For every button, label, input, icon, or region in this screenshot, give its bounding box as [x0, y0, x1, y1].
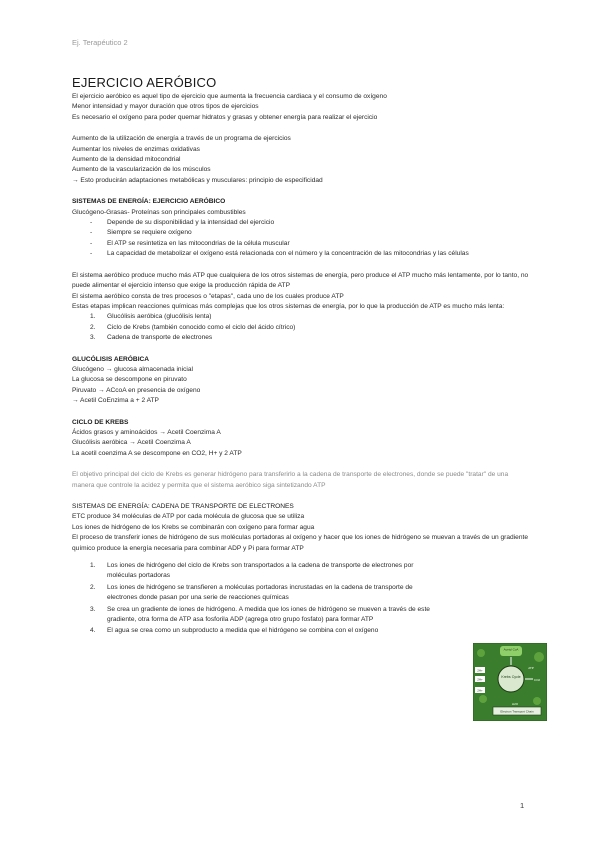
list-item	[90, 605, 430, 626]
list-item: - Depende de su disponibilidad y la intensidad del ejercicio	[90, 218, 532, 228]
decor-blob	[533, 697, 541, 705]
list-item	[90, 626, 430, 636]
list-item	[90, 583, 430, 604]
decor-blob	[477, 649, 485, 657]
list-text: El agua se crea como un subproducto a medida que el hidrógeno se combina con el oxígeno	[107, 627, 379, 635]
krebs-cycle-diagram	[473, 643, 547, 721]
glycolysis-line: Piruvato → ACcoA en presencia de oxígeno	[72, 386, 201, 394]
list-number: 1.	[90, 562, 96, 570]
krebs-cycle-label: Krebs Cycle	[501, 675, 521, 679]
krebs-line: La acetil coenzima A se descompone en CO2, H+ y 2 ATP	[72, 449, 242, 457]
adaptation-line: Aumento de la vascularización de los músculos	[72, 166, 211, 174]
acetyl-coa-label: Acetyl CoA	[503, 647, 519, 652]
list-text: Ciclo de Krebs (también conocido como el ciclo del ácido cítrico)	[107, 323, 296, 331]
section-heading-etc: SISTEMAS DE ENERGÍA: CADENA DE TRANSPORTE DE ELECTRONES	[72, 503, 294, 510]
decor-blob	[479, 695, 487, 703]
intro-line: Menor intensidad y mayor duración que otros tipos de ejercicios	[72, 103, 259, 111]
list-number: 1.	[90, 313, 96, 321]
glycolysis-line: La glucosa se descompone en piruvato	[72, 376, 187, 384]
list-text: Glucólisis aeróbica (glucólisis lenta)	[107, 313, 212, 321]
list-number: 3.	[90, 605, 96, 613]
decor-blob	[534, 652, 544, 662]
list-item	[90, 312, 532, 322]
list-item	[90, 323, 532, 333]
list-number: 2.	[90, 583, 96, 591]
intro-line: El ejercicio aeróbico es aquel tipo de ejercicio que aumenta la frecuencia cardiaca y el consumo de oxígeno	[72, 93, 387, 100]
list-text: Cadena de transporte de electrones	[107, 334, 213, 342]
h-ion-label: 2H+	[477, 677, 483, 682]
section-heading-krebs: CICLO DE KREBS	[72, 418, 129, 426]
page-header: Ej. Terapéutico 2	[72, 38, 128, 47]
krebs-cycle-circle	[498, 666, 524, 692]
krebs-note: El objetivo principal del ciclo de Krebs es generar hidrógeno para transferirlo a la cadena de transporte de electrones, donde se puede "tratar" de una manera que controle la acidez y permita que el sistema aeróbico siga sintetizando ATP	[72, 471, 509, 489]
page-number: 1	[520, 801, 525, 810]
krebs-line: Glucólisis aeróbica → Acetil Coenzima A	[72, 439, 191, 447]
adaptation-line: Aumentar los niveles de enzimas oxidativas	[72, 145, 200, 153]
list-number: 4.	[90, 627, 96, 635]
glycolysis-line: → Acetil CoEnzima a + 2 ATP	[72, 397, 159, 405]
etc-line: El proceso de transferir iones de hidrógeno de sus moléculas portadoras al oxígeno y hacer que los iones de hidrógeno se muevan a través de un gradiente químico produce la energía necesaria para combinar ADP y Pi para formar ATP	[72, 534, 528, 552]
list-item: - La capacidad de metabolizar el oxígeno está relacionada con el número y la concentración de las mitocondrias y las células	[90, 249, 532, 259]
glycolysis-line: Glucógeno → glucosa almacenada inicial	[72, 365, 193, 373]
h-ion-label: 2H+	[477, 688, 483, 693]
list-item: - El ATP se resintetiza en las mitocondrias de la célula muscular	[90, 239, 532, 249]
section-heading-systems: SISTEMAS DE ENERGÍA: EJERCICIO AERÓBICO	[72, 198, 226, 206]
adaptation-line: → Esto producirán adaptaciones metabólicas y musculares: principio de especificidad	[72, 176, 323, 184]
paragraph: Estas etapas implican reacciones químicas más complejas que los otros sistemas de energía, por lo que la producción de ATP es mucho más lenta:	[72, 302, 505, 310]
etc-label: Electron Transport Chain	[500, 709, 534, 714]
list-item	[90, 333, 532, 343]
systems-bullet-list	[72, 218, 532, 260]
list-item: - Siempre se requiere oxígeno	[90, 228, 532, 238]
etc-line: Los iones de hidrógeno de los Krebs se combinarán con oxígeno para formar agua	[72, 523, 315, 531]
h-ion-label: 2H+	[477, 668, 483, 673]
list-text: Los iones de hidrógeno se transfieren a moléculas portadoras incrustadas en la cadena de transporte de electrones donde pasan por una serie de reacciones químicas	[107, 583, 413, 602]
list-text: Los iones de hidrógeno del ciclo de Krebs son transportados a la cadena de transporte de electrones por moléculas portadoras	[107, 562, 414, 580]
list-number: 3.	[90, 334, 96, 342]
water-label: H2O	[511, 702, 519, 706]
list-number: 2.	[90, 323, 96, 331]
paragraph: El sistema aeróbico consta de tres procesos o "etapas", cada uno de los cuales produce ATP	[72, 292, 344, 300]
list-text: Se crea un gradiente de iones de hidrógeno. A medida que los iones de hidrógeno se mueven a través de este gradiente, otra forma de ATP asa fosforila ADP (agrega otro grupo fosfato) para formar ATP	[107, 605, 430, 624]
atp-label: ATP	[528, 666, 534, 670]
fuels-line: Glucógeno-Grasas- Proteínas son principales combustibles	[72, 208, 246, 216]
section-heading-glycolysis: GLUCÓLISIS AERÓBICA	[72, 355, 150, 363]
krebs-line: Ácidos grasos y aminoácidos → Acetil Coenzima A	[72, 428, 221, 436]
document-body	[72, 75, 532, 638]
etc-line: ETC produce 34 moléculas de ATP por cada molécula de glucosa que se utiliza	[72, 513, 305, 521]
paragraph: El sistema aeróbico produce mucho más ATP que cualquiera de los otros sistemas de energía, pero produce el ATP mucho más lentamente, por lo tanto, no puede alimentar el ejercicio intenso que exige la producción rápida de ATP	[72, 271, 529, 290]
etc-steps-list	[72, 561, 430, 637]
stages-list	[72, 312, 532, 343]
co2-label: CO2	[533, 678, 541, 682]
list-item	[90, 561, 430, 582]
adaptation-line: Aumento de la utilización de energía a través de un programa de ejercicios	[72, 135, 291, 143]
intro-line: Es necesario el oxígeno para poder quemar hidratos y grasas y obtener energía para realizar el ejercicio	[72, 113, 378, 121]
adaptation-line: Aumento de la densidad mitocondrial	[72, 156, 181, 164]
page-title: EJERCICIO AERÓBICO	[72, 75, 217, 90]
